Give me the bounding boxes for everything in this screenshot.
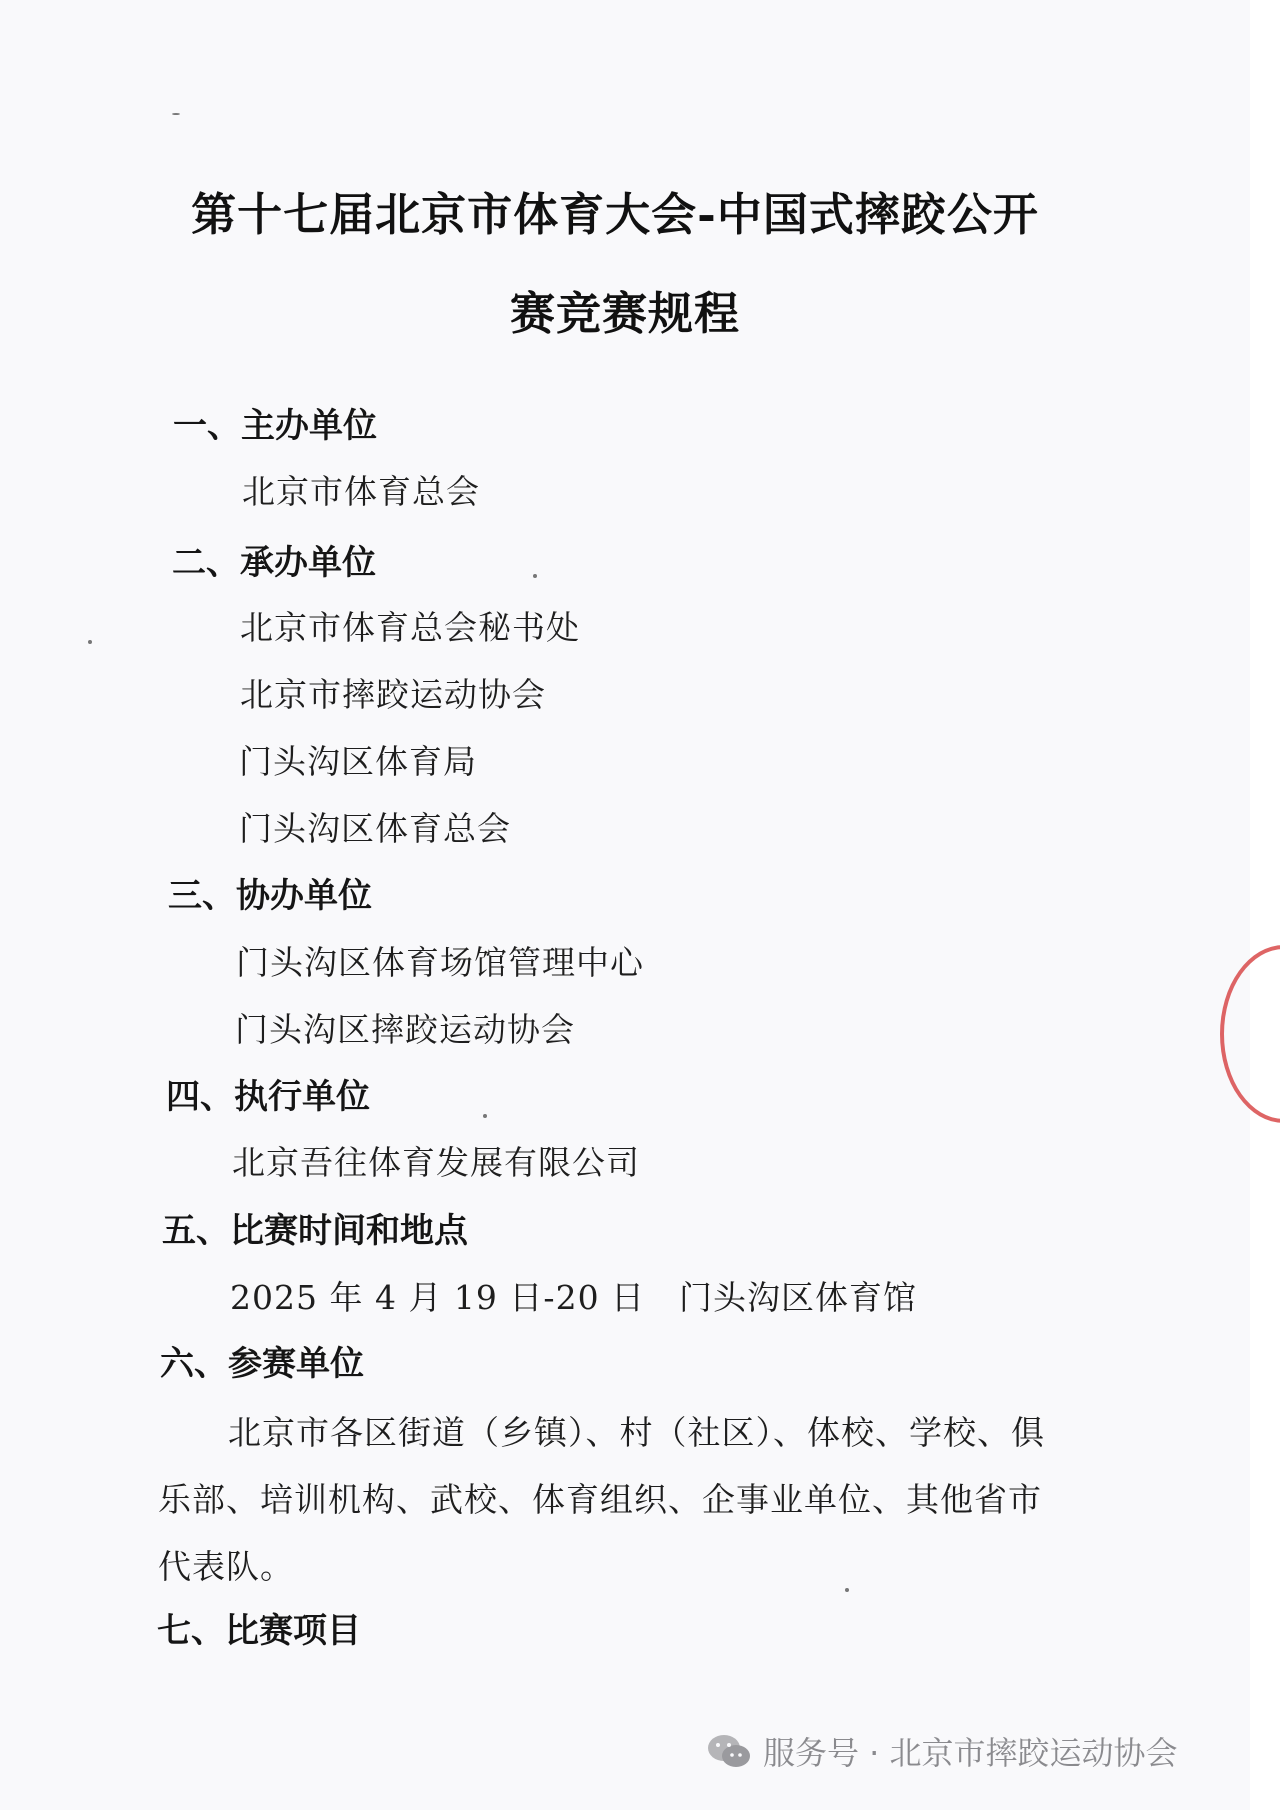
participants-paragraph: 北京市各区街道（乡镇）、村（社区）、体校、学校、俱乐部、培训机构、武校、体育组织、企事业单位、其他省市代表队。	[158, 1413, 1045, 1586]
time-venue-item: 2025 年 4 月 19 日-20 日 门头沟区体育馆	[230, 1278, 918, 1317]
executor-item: 北京吾往体育发展有限公司	[232, 1143, 640, 1182]
section-heading-executor: 四、执行单位	[166, 1077, 370, 1117]
scan-speck	[845, 1588, 849, 1592]
wechat-watermark	[705, 1731, 1178, 1771]
scan-speck	[533, 574, 537, 578]
watermark-text: 服务号 · 北京市摔跤运动协会	[763, 1734, 1178, 1772]
section-heading-organizer: 一、主办单位	[173, 406, 377, 446]
co-organizer-item: 门头沟区摔跤运动协会	[235, 1010, 575, 1049]
section-heading-events: 七、比赛项目	[157, 1611, 361, 1651]
document-title-line-2: 赛竞赛规程	[509, 287, 740, 340]
scan-speck	[88, 640, 92, 644]
section-heading-host: 二、承办单位	[172, 543, 376, 583]
organizer-item: 北京市体育总会	[242, 472, 480, 511]
section-heading-time-venue: 五、比赛时间和地点	[162, 1211, 468, 1251]
co-organizer-item: 门头沟区体育场馆管理中心	[236, 943, 644, 982]
wechat-icon	[705, 1731, 753, 1771]
document-title-line-1: 第十七届北京市体育大会-中国式摔跤公开	[191, 188, 1039, 241]
host-item: 门头沟区体育局	[239, 742, 477, 781]
host-item: 北京市摔跤运动协会	[240, 675, 546, 714]
host-item: 北京市体育总会秘书处	[240, 608, 580, 647]
host-item: 门头沟区体育总会	[239, 809, 511, 848]
section-heading-co-organizer: 三、协办单位	[168, 876, 372, 916]
page-margin	[1250, 0, 1280, 1810]
scan-speck	[172, 113, 180, 115]
section-heading-participants: 六、参赛单位	[160, 1344, 364, 1384]
scan-speck	[483, 1114, 487, 1118]
